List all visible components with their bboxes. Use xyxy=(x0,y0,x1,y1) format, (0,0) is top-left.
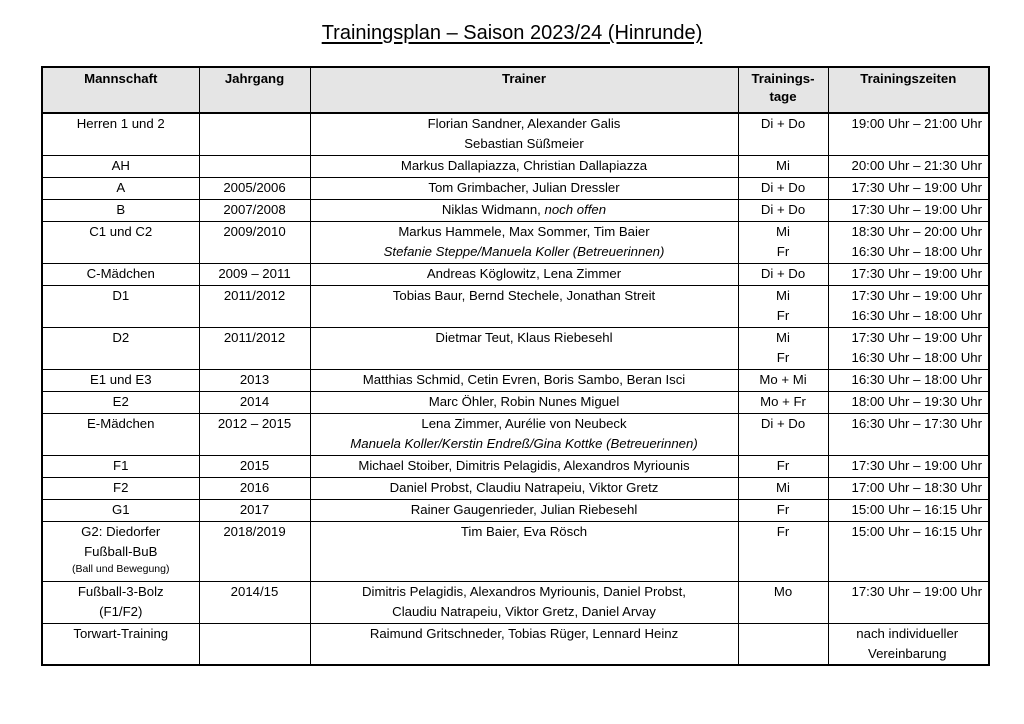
cell-team xyxy=(42,285,199,327)
header-row xyxy=(42,67,989,113)
cell-times xyxy=(828,177,989,199)
page-title: Trainingsplan – Saison 2023/24 (Hinrunde) xyxy=(321,22,703,44)
cell-team xyxy=(42,221,199,263)
time-value: 16:30 Uhr – 17:30 Uhr xyxy=(851,415,982,431)
cell-trainer xyxy=(310,199,738,221)
day-value: Di + Do xyxy=(760,201,806,217)
cell-team xyxy=(42,177,199,199)
time-value: 17:00 Uhr – 18:30 Uhr xyxy=(851,479,982,495)
cell-year: 2009 – 2011 xyxy=(199,263,310,285)
cell-times xyxy=(828,199,989,221)
time-value: 17:30 Uhr – 19:00 Uhr xyxy=(851,329,982,345)
day-value: Di + Do xyxy=(760,179,806,195)
cell-days xyxy=(738,199,828,221)
time-value: 16:30 Uhr – 18:00 Uhr xyxy=(851,243,982,259)
team-name: Herren 1 und 2 xyxy=(76,116,165,131)
trainer-line: Matthias Schmid, Cetin Evren, Boris Sambo, Beran Isci xyxy=(362,371,686,387)
table-body xyxy=(42,113,989,665)
cell-trainer xyxy=(310,113,738,155)
cell-times xyxy=(828,413,989,455)
trainer-line: Tom Grimbacher, Julian Dressler xyxy=(428,179,620,195)
table-row xyxy=(42,285,989,327)
cell-team xyxy=(42,391,199,413)
cell-days xyxy=(738,521,828,581)
day-value: Fr xyxy=(776,349,790,365)
cell-trainer xyxy=(310,521,738,581)
training-schedule-table xyxy=(41,66,990,666)
team-name: F2 xyxy=(113,479,129,495)
cell-times xyxy=(828,369,989,391)
cell-times xyxy=(828,623,989,665)
team-name: Fußball-BuB xyxy=(84,543,158,559)
cell-trainer xyxy=(310,413,738,455)
trainer-caretakers: Manuela Koller/Kerstin Endreß/Gina Kottke (Betreuerinnen) xyxy=(350,435,698,451)
cell-days xyxy=(738,263,828,285)
day-value: Di + Do xyxy=(760,415,806,431)
day-value: Mi xyxy=(776,329,790,345)
day-value: Fr xyxy=(776,501,790,517)
day-value: Mo + Fr xyxy=(760,393,806,409)
table-row xyxy=(42,413,989,455)
team-name: B xyxy=(116,201,126,217)
team-name: E2 xyxy=(112,393,129,409)
time-value: 16:30 Uhr – 18:00 Uhr xyxy=(851,371,982,387)
day-value: Mi xyxy=(776,223,790,239)
table-row xyxy=(42,391,989,413)
trainer-line: Dietmar Teut, Klaus Riebesehl xyxy=(435,329,613,345)
cell-days xyxy=(738,327,828,369)
table-row xyxy=(42,221,989,263)
table-row xyxy=(42,477,989,499)
cell-days xyxy=(738,221,828,263)
cell-days xyxy=(738,113,828,155)
cell-year: 2013 xyxy=(199,369,310,391)
day-value: Di + Do xyxy=(760,265,806,281)
cell-times xyxy=(828,113,989,155)
team-name: C-Mädchen xyxy=(86,265,155,281)
team-name: Torwart-Training xyxy=(73,625,169,641)
team-name: Fußball-3-Bolz xyxy=(77,583,164,599)
cell-year xyxy=(199,155,310,177)
time-value: 15:00 Uhr – 16:15 Uhr xyxy=(851,523,982,539)
time-value: 19:00 Uhr – 21:00 Uhr xyxy=(851,116,982,131)
cell-days xyxy=(738,455,828,477)
cell-times xyxy=(828,263,989,285)
trainer-line: Michael Stoiber, Dimitris Pelagidis, Alexandros Myriounis xyxy=(358,457,690,473)
team-name: F1 xyxy=(113,457,129,473)
team-name: A xyxy=(116,179,126,195)
cell-year: 2011/2012 xyxy=(199,327,310,369)
cell-days xyxy=(738,391,828,413)
team-name: E1 und E3 xyxy=(89,371,152,387)
cell-days xyxy=(738,499,828,521)
time-value: 17:30 Uhr – 19:00 Uhr xyxy=(851,201,982,217)
cell-team xyxy=(42,455,199,477)
cell-year xyxy=(199,623,310,665)
team-name: E-Mädchen xyxy=(87,415,155,431)
time-value: 16:30 Uhr – 18:00 Uhr xyxy=(851,349,982,365)
cell-team xyxy=(42,413,199,455)
cell-trainer xyxy=(310,177,738,199)
cell-times xyxy=(828,327,989,369)
team-name: (F1/F2) xyxy=(99,603,143,619)
team-name: AH xyxy=(111,157,130,173)
day-value: Mi xyxy=(776,287,790,303)
time-value: nach individueller xyxy=(856,625,959,641)
time-value: Vereinbarung xyxy=(868,645,947,661)
cell-year: 2015 xyxy=(199,455,310,477)
trainer-line: Markus Dallapiazza, Christian Dallapiazza xyxy=(400,157,648,173)
time-value: 17:30 Uhr – 19:00 Uhr xyxy=(851,583,982,599)
team-name: G1 xyxy=(111,501,130,517)
table-row xyxy=(42,455,989,477)
table-row xyxy=(42,499,989,521)
cell-times xyxy=(828,499,989,521)
cell-year: 2017 xyxy=(199,499,310,521)
cell-days xyxy=(738,581,828,623)
table-row xyxy=(42,581,989,623)
time-value: 16:30 Uhr – 18:00 Uhr xyxy=(851,307,982,323)
team-name: C1 und C2 xyxy=(89,223,153,239)
trainer-line: Daniel Probst, Claudiu Natrapeiu, Viktor Gretz xyxy=(389,479,659,495)
day-value: Fr xyxy=(776,523,790,539)
cell-trainer xyxy=(310,155,738,177)
table-row xyxy=(42,113,989,155)
table-row xyxy=(42,263,989,285)
cell-team xyxy=(42,499,199,521)
cell-team xyxy=(42,263,199,285)
team-name: D2 xyxy=(112,329,130,345)
header-trainer: Trainer xyxy=(310,67,738,113)
cell-team xyxy=(42,521,199,581)
table-row xyxy=(42,623,989,665)
cell-days xyxy=(738,369,828,391)
cell-times xyxy=(828,581,989,623)
cell-trainer xyxy=(310,263,738,285)
trainer-open-text: noch offen xyxy=(544,201,607,217)
trainer-line: Lena Zimmer, Aurélie von Neubeck xyxy=(421,415,627,431)
time-value: 20:00 Uhr – 21:30 Uhr xyxy=(851,157,982,173)
cell-trainer xyxy=(310,455,738,477)
cell-trainer xyxy=(310,623,738,665)
cell-times xyxy=(828,455,989,477)
table-row xyxy=(42,199,989,221)
table-header xyxy=(42,67,989,113)
trainer-line: Tobias Baur, Bernd Stechele, Jonathan Streit xyxy=(392,287,656,303)
cell-team xyxy=(42,155,199,177)
day-value: Fr xyxy=(776,243,790,259)
trainer-line: Raimund Gritschneder, Tobias Rüger, Lennard Heinz xyxy=(369,625,679,641)
cell-year: 2012 – 2015 xyxy=(199,413,310,455)
table-row xyxy=(42,155,989,177)
cell-times xyxy=(828,285,989,327)
cell-days xyxy=(738,177,828,199)
team-name: D1 xyxy=(112,287,130,303)
cell-trainer xyxy=(310,327,738,369)
cell-year: 2016 xyxy=(199,477,310,499)
cell-team xyxy=(42,477,199,499)
cell-year: 2018/2019 xyxy=(199,521,310,581)
cell-team xyxy=(42,623,199,665)
trainer-line: Rainer Gaugenrieder, Julian Riebesehl xyxy=(410,501,638,517)
time-value: 17:30 Uhr – 19:00 Uhr xyxy=(851,287,982,303)
day-value: Fr xyxy=(776,307,790,323)
day-value: Mo + Mi xyxy=(759,371,807,387)
cell-days xyxy=(738,623,828,665)
cell-days xyxy=(738,477,828,499)
header-days-line1: Trainings- xyxy=(751,71,815,86)
time-value: 17:30 Uhr – 19:00 Uhr xyxy=(851,179,982,195)
time-value: 15:00 Uhr – 16:15 Uhr xyxy=(851,501,982,517)
table-row xyxy=(42,369,989,391)
cell-year: 2009/2010 xyxy=(199,221,310,263)
cell-team xyxy=(42,113,199,155)
cell-times xyxy=(828,477,989,499)
trainer-line: Andreas Köglowitz, Lena Zimmer xyxy=(426,265,622,281)
day-value: Fr xyxy=(776,457,790,473)
trainer-line: Dimitris Pelagidis, Alexandros Myriounis, Daniel Probst, xyxy=(362,583,686,599)
cell-trainer xyxy=(310,391,738,413)
trainer-caretakers: Stefanie Steppe/Manuela Koller (Betreuerinnen) xyxy=(383,243,665,259)
table-row xyxy=(42,327,989,369)
cell-year: 2011/2012 xyxy=(199,285,310,327)
cell-team xyxy=(42,369,199,391)
trainer-line: Claudiu Natrapeiu, Viktor Gretz, Daniel Arvay xyxy=(392,603,656,619)
cell-days xyxy=(738,285,828,327)
team-name: G2: Diedorfer xyxy=(81,523,161,539)
day-value: Di + Do xyxy=(760,116,806,131)
cell-year xyxy=(199,113,310,155)
table-row xyxy=(42,177,989,199)
header-days-line2: tage xyxy=(769,89,797,104)
day-value: Mi xyxy=(776,479,790,495)
cell-trainer xyxy=(310,499,738,521)
trainer-line: Markus Hammele, Max Sommer, Tim Baier xyxy=(398,223,650,239)
cell-team xyxy=(42,199,199,221)
header-days xyxy=(738,67,828,113)
team-note: (Ball und Bewegung) xyxy=(72,562,170,575)
table-row xyxy=(42,521,989,581)
trainer-line: Tim Baier, Eva Rösch xyxy=(460,523,588,539)
cell-times xyxy=(828,521,989,581)
cell-times xyxy=(828,221,989,263)
cell-days xyxy=(738,413,828,455)
cell-trainer xyxy=(310,581,738,623)
cell-days xyxy=(738,155,828,177)
cell-year: 2014/15 xyxy=(199,581,310,623)
trainer-line: Florian Sandner, Alexander Galis xyxy=(427,116,621,131)
cell-team xyxy=(42,581,199,623)
cell-trainer xyxy=(310,477,738,499)
day-value: Mi xyxy=(776,157,790,173)
cell-trainer xyxy=(310,221,738,263)
cell-year: 2007/2008 xyxy=(199,199,310,221)
cell-year: 2014 xyxy=(199,391,310,413)
time-value: 17:30 Uhr – 19:00 Uhr xyxy=(851,457,982,473)
time-value: 17:30 Uhr – 19:00 Uhr xyxy=(851,265,982,281)
time-value: 18:30 Uhr – 20:00 Uhr xyxy=(851,223,982,239)
cell-team xyxy=(42,327,199,369)
header-team: Mannschaft xyxy=(42,67,199,113)
time-value: 18:00 Uhr – 19:30 Uhr xyxy=(851,393,982,409)
cell-trainer xyxy=(310,369,738,391)
header-year: Jahrgang xyxy=(199,67,310,113)
cell-trainer xyxy=(310,285,738,327)
day-value: Mo xyxy=(773,583,793,599)
header-times: Trainingszeiten xyxy=(828,67,989,113)
cell-times xyxy=(828,155,989,177)
cell-times xyxy=(828,391,989,413)
trainer-line: Marc Öhler, Robin Nunes Miguel xyxy=(428,393,620,409)
trainer-line: Sebastian Süßmeier xyxy=(464,136,584,151)
cell-year: 2005/2006 xyxy=(199,177,310,199)
trainer-text: Niklas Widmann, xyxy=(441,201,545,217)
